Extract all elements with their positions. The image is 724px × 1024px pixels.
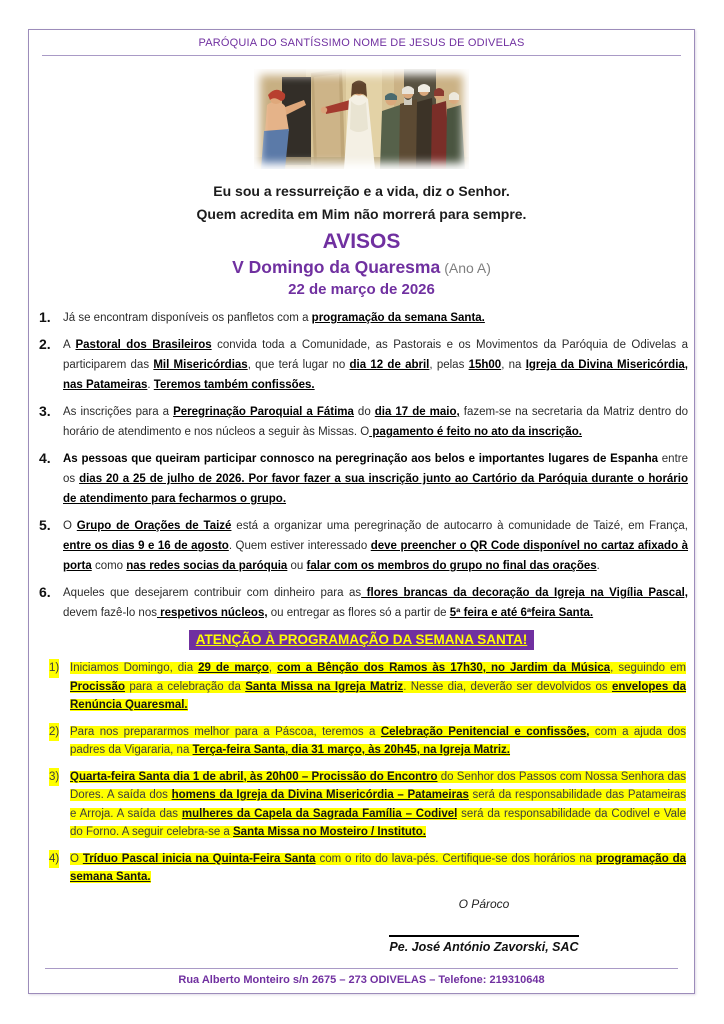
notice-item	[39, 583, 688, 623]
image-container	[29, 69, 694, 169]
raising-of-lazarus-illustration	[254, 69, 469, 169]
page-title: AVISOS	[322, 230, 401, 253]
holy-week-number: 3)	[49, 768, 59, 787]
page-border-frame	[28, 29, 695, 994]
notice-item	[39, 402, 688, 442]
notice-number: 5.	[39, 517, 51, 533]
holy-week-text: O Tríduo Pascal inicia na Quinta-Feira Santa com o rito do lava-pés. Certifique-se dos horários na programação da semana Santa.	[70, 852, 687, 883]
quote-line-1: Eu sou a ressurreição e a vida, diz o Senhor.	[213, 183, 510, 199]
notice-number: 6.	[39, 584, 51, 600]
holy-week-item	[49, 768, 686, 842]
signature-name: Pe. José António Zavorski, SAC	[389, 939, 579, 954]
notice-text: As inscrições para a Peregrinação Paroquial a Fátima do dia 17 de maio, fazem-se na secretaria da Matriz dentro do horário de atendimento e nos núcleos a seguir às Missas. O pagamento é feito no ato da inscrição.	[63, 406, 688, 438]
header-divider	[42, 55, 681, 56]
holy-week-text: Iniciamos Domingo, dia 29 de março, com a Bênção dos Ramos às 17h30, no Jardim da Música, seguindo em Procissão para a celebração da Santa Missa na Igreja Matriz. Nesse dia, deverão ser devolvidos os envelopes da Renúncia Quaresmal.	[70, 662, 686, 711]
holy-week-banner-row	[29, 630, 694, 650]
notice-item	[39, 308, 688, 328]
notice-item	[39, 449, 688, 509]
notice-text: Já se encontram disponíveis os panfletos com a programação da semana Santa.	[63, 312, 485, 324]
liturgical-subtitle	[29, 257, 694, 278]
notice-number: 4.	[39, 450, 51, 466]
notice-item	[39, 516, 688, 576]
raising-of-lazarus-image	[254, 69, 469, 169]
footer-address: Rua Alberto Monteiro s/n 2675 – 273 ODIVELAS – Telefone: 219310648	[178, 974, 545, 986]
notice-text: As pessoas que queiram participar connosco na peregrinação aos belos e importantes lugares de Espanha entre os dias 20 a 25 de julho de 2026. Por favor fazer a sua inscrição junto ao Cartório da Paróquia durante o horário de atendimento para fecharmos o grupo.	[63, 453, 689, 505]
notice-number: 1.	[39, 309, 51, 325]
holy-week-text: Quarta-feira Santa dia 1 de abril, às 20h00 – Procissão do Encontro do Senhor dos Passos com Nossa Senhora das Dores. A saída dos homens da Igreja da Divina Misericórdia – Patameiras será da responsabilidade das Patameiras e Arroja. A saída das mulheres da Capela da Sagrada Família – Codivel será da responsabilidade da Codivel e Vale do Forno. A seguir celebra-se a Santa Missa no Mosteiro / Instituto.	[70, 770, 686, 838]
document-date: 22 de março de 2026	[288, 281, 435, 298]
holy-week-number: 1)	[49, 659, 59, 678]
notice-number: 2.	[39, 336, 51, 352]
notice-number: 3.	[39, 403, 51, 419]
holy-week-number: 2)	[49, 723, 59, 742]
notices-list	[39, 308, 688, 623]
holy-week-item	[49, 723, 686, 760]
scripture-quote	[29, 180, 694, 226]
signature-block	[359, 897, 609, 954]
holy-week-text: Para nos prepararmos melhor para a Páscoa, teremos a Celebração Penitencial e confissões, com a ajuda dos padres da Vigararia, na Terça-feira Santa, dia 31 março, às 20h45, na Igreja Matriz.	[70, 725, 686, 756]
notice-text: O Grupo de Orações de Taizé está a organizar uma peregrinação de autocarro à comunidade de Taizé, em França, entre os dias 9 e 16 de agosto. Quem estiver interessado deve preencher o QR Code disponível no cartaz afixado à porta como nas redes socias da paróquia ou falar com os membros do grupo no final das orações.	[63, 520, 689, 572]
parish-header: PARÓQUIA DO SANTÍSSIMO NOME DE JESUS DE ODIVELAS	[198, 37, 525, 49]
holy-week-number: 4)	[49, 850, 59, 869]
notice-text: Aqueles que desejarem contribuir com dinheiro para as flores brancas da decoração da Igreja na Vigília Pascal, devem fazê-lo nos respetivos núcleos, ou entregar as flores só a partir de 5ª feira e até 6ªfeira Santa.	[63, 587, 688, 619]
holy-week-item	[49, 850, 686, 887]
subtitle-year-cycle: (Ano A)	[444, 260, 491, 276]
holy-week-banner: ATENÇÃO À PROGRAMAÇÃO DA SEMANA SANTA!	[189, 630, 535, 650]
signature-role: O Pároco	[458, 896, 510, 911]
subtitle-main: V Domingo da Quaresma	[232, 257, 441, 277]
page-footer	[29, 968, 694, 986]
notice-text: A Pastoral dos Brasileiros convida toda a Comunidade, as Pastorais e os Movimentos da Paróquia de Odivelas a participarem das Mil Misericórdias, que terá lugar no dia 12 de abril, pelas 15h00, na Igreja da Divina Misericórdia, nas Patameiras. Teremos também confissões.	[63, 339, 688, 391]
quote-line-2: Quem acredita em Mim não morrerá para sempre.	[196, 206, 527, 222]
signature-line	[389, 935, 579, 937]
footer-divider	[45, 968, 678, 969]
notice-item	[39, 335, 688, 395]
holy-week-item	[49, 659, 686, 715]
holy-week-list	[49, 659, 686, 887]
